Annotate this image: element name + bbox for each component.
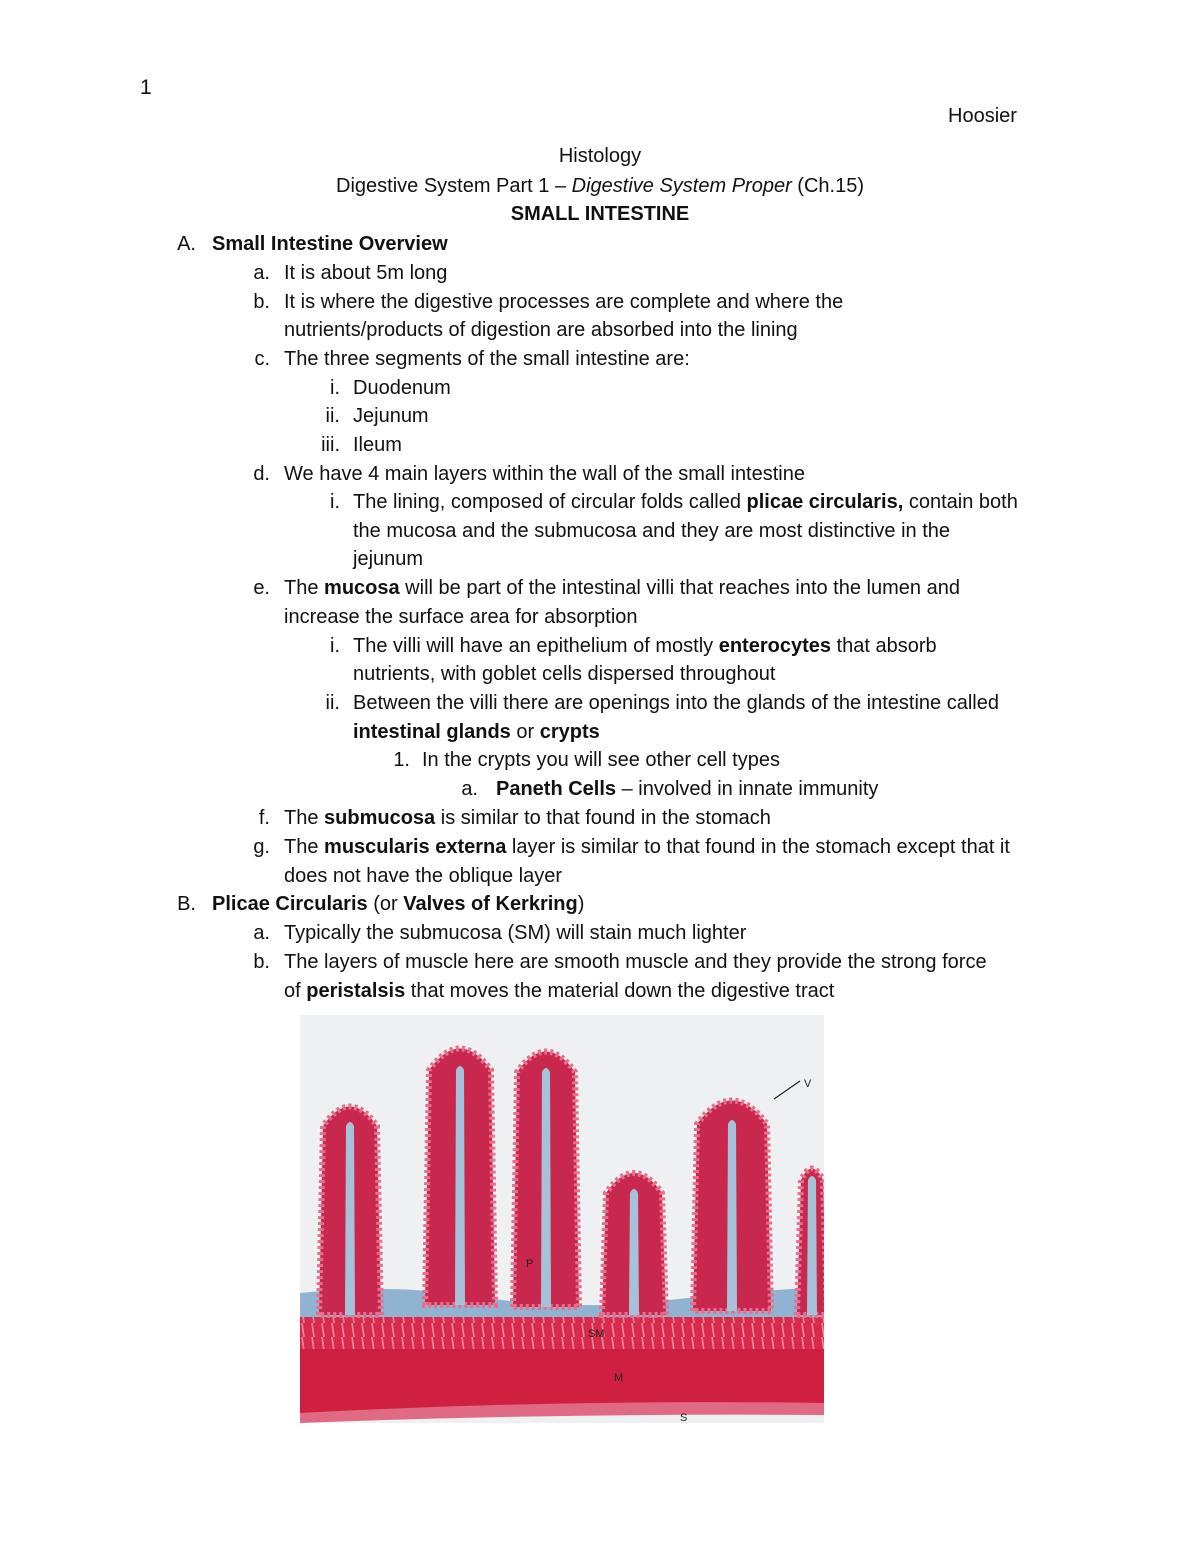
line-text [212, 232, 448, 256]
text-run: layer is similar to that found in the stomach except that it [506, 836, 1010, 858]
bold-term: enterocytes [718, 635, 831, 657]
list-marker: i. [330, 491, 340, 513]
villus-core [455, 1066, 465, 1305]
list-marker: f. [258, 807, 270, 829]
bold-term: mucosa [324, 577, 400, 599]
label-p: P [526, 1258, 534, 1270]
text-run: ) [577, 893, 585, 915]
line-text [496, 777, 878, 801]
list-marker: ii. [325, 405, 340, 427]
bold-term: intestinal glands [353, 721, 511, 743]
text-run: The [284, 807, 325, 829]
page-number: 1 [140, 76, 152, 99]
text-run: nutrients, with goblet cells dispersed throughout [353, 663, 776, 685]
text-run: The lining, composed of circular folds called [353, 491, 747, 513]
muscle-stripe-band [300, 1317, 824, 1351]
line-text [284, 921, 746, 945]
list-marker: ii. [325, 692, 340, 714]
villus-core [629, 1189, 639, 1315]
line-text [284, 950, 987, 974]
histology-figure [300, 1015, 824, 1423]
text-run: that moves the material down the digestive tract [405, 980, 835, 1002]
list-marker: b. [253, 291, 270, 313]
text-run: Ileum [353, 434, 402, 456]
list-marker: a. [253, 922, 270, 944]
text-run: The three segments of the small intestine are: [284, 348, 690, 370]
line-text [284, 605, 638, 629]
bold-term: crypts [539, 721, 600, 743]
author-name: Hoosier [948, 105, 1017, 127]
bold-term: peristalsis [306, 980, 406, 1002]
text-run: It is about 5m long [284, 262, 448, 284]
text-run: that absorb [830, 635, 937, 657]
line-text [353, 720, 600, 744]
line-text [353, 490, 1018, 514]
text-run: – involved in innate immunity [616, 778, 879, 800]
line-text [353, 662, 775, 686]
text-run: of [284, 980, 307, 1002]
line-text [284, 318, 798, 342]
list-marker: c. [254, 348, 270, 370]
line-text [284, 462, 805, 486]
subtitle-prefix: Digestive System Part 1 – [336, 175, 572, 197]
line-text [284, 979, 834, 1003]
text-run: We have 4 main layers within the wall of the small intestine [284, 463, 805, 485]
line-text [284, 261, 447, 285]
text-run: In the crypts you will see other cell types [422, 749, 780, 771]
label-s: S [680, 1412, 688, 1423]
text-run: Between the villi there are openings into the glands of the intestine called [353, 692, 999, 714]
line-text [284, 347, 690, 371]
text-run: Duodenum [353, 377, 451, 399]
list-marker: b. [253, 951, 270, 973]
line-text [353, 634, 937, 658]
text-run: contain both [903, 491, 1018, 513]
line-text [353, 691, 999, 715]
text-run: the mucosa and the submucosa and they are most distinctive in the [353, 520, 951, 542]
list-marker: a. [253, 262, 270, 284]
course-title: Histology [558, 145, 642, 167]
label-sm: SM [588, 1328, 605, 1340]
villus-core [807, 1176, 817, 1315]
line-text [284, 835, 1010, 859]
section-heading: SMALL INTESTINE [510, 203, 690, 225]
label-v: V [804, 1078, 812, 1090]
bold-term: Plicae Circularis [212, 893, 368, 915]
bold-term: Paneth Cells [496, 778, 617, 800]
text-run: Typically the submucosa (SM) will stain much lighter [284, 922, 747, 944]
list-marker: g. [253, 836, 270, 858]
list-marker: i. [330, 635, 340, 657]
bold-term: Valves of Kerkring [403, 893, 578, 915]
line-text [212, 892, 584, 916]
text-run: The [284, 836, 325, 858]
line-text [422, 748, 780, 772]
line-text [353, 519, 950, 543]
text-run: increase the surface area for absorption [284, 606, 638, 628]
document-subtitle [0, 175, 1200, 198]
list-marker: i. [330, 377, 340, 399]
label-m: M [614, 1372, 624, 1384]
line-text [353, 376, 451, 400]
list-marker: A. [177, 233, 196, 255]
list-marker: a. [461, 778, 478, 800]
line-text [353, 433, 402, 457]
line-text [284, 576, 960, 600]
bold-term: Small Intestine Overview [212, 233, 448, 255]
list-marker: iii. [321, 434, 340, 456]
villus-core [727, 1120, 737, 1311]
text-run: nutrients/products of digestion are absorbed into the lining [284, 319, 798, 341]
bold-term: submucosa [324, 807, 436, 829]
list-marker: 1. [393, 749, 410, 771]
line-text [284, 864, 562, 888]
list-marker: d. [253, 463, 270, 485]
subtitle-italic: Digestive System Proper [571, 175, 792, 197]
text-run: The [284, 577, 325, 599]
text-run: The villi will have an epithelium of mostly [353, 635, 719, 657]
list-marker: B. [177, 893, 196, 915]
text-run: does not have the oblique layer [284, 865, 562, 887]
villus-core [345, 1122, 355, 1315]
text-run: The layers of muscle here are smooth muscle and they provide the strong force [284, 951, 987, 973]
line-text [353, 547, 423, 571]
text-run: or [510, 721, 540, 743]
text-run: jejunum [353, 548, 424, 570]
text-run: (or [367, 893, 404, 915]
line-text [284, 806, 771, 830]
small-intestine-micrograph [300, 1015, 824, 1423]
bold-term: muscularis externa [324, 836, 507, 858]
text-run: It is where the digestive processes are complete and where the [284, 291, 844, 313]
villus-core [541, 1068, 551, 1307]
text-run: Jejunum [353, 405, 429, 427]
list-marker: e. [253, 577, 270, 599]
line-text [284, 290, 843, 314]
text-run: is similar to that found in the stomach [435, 807, 771, 829]
bold-term: plicae circularis, [746, 491, 904, 513]
line-text [353, 404, 429, 428]
text-run: will be part of the intestinal villi that reaches into the lumen and [399, 577, 960, 599]
subtitle-suffix: (Ch.15) [791, 175, 864, 197]
